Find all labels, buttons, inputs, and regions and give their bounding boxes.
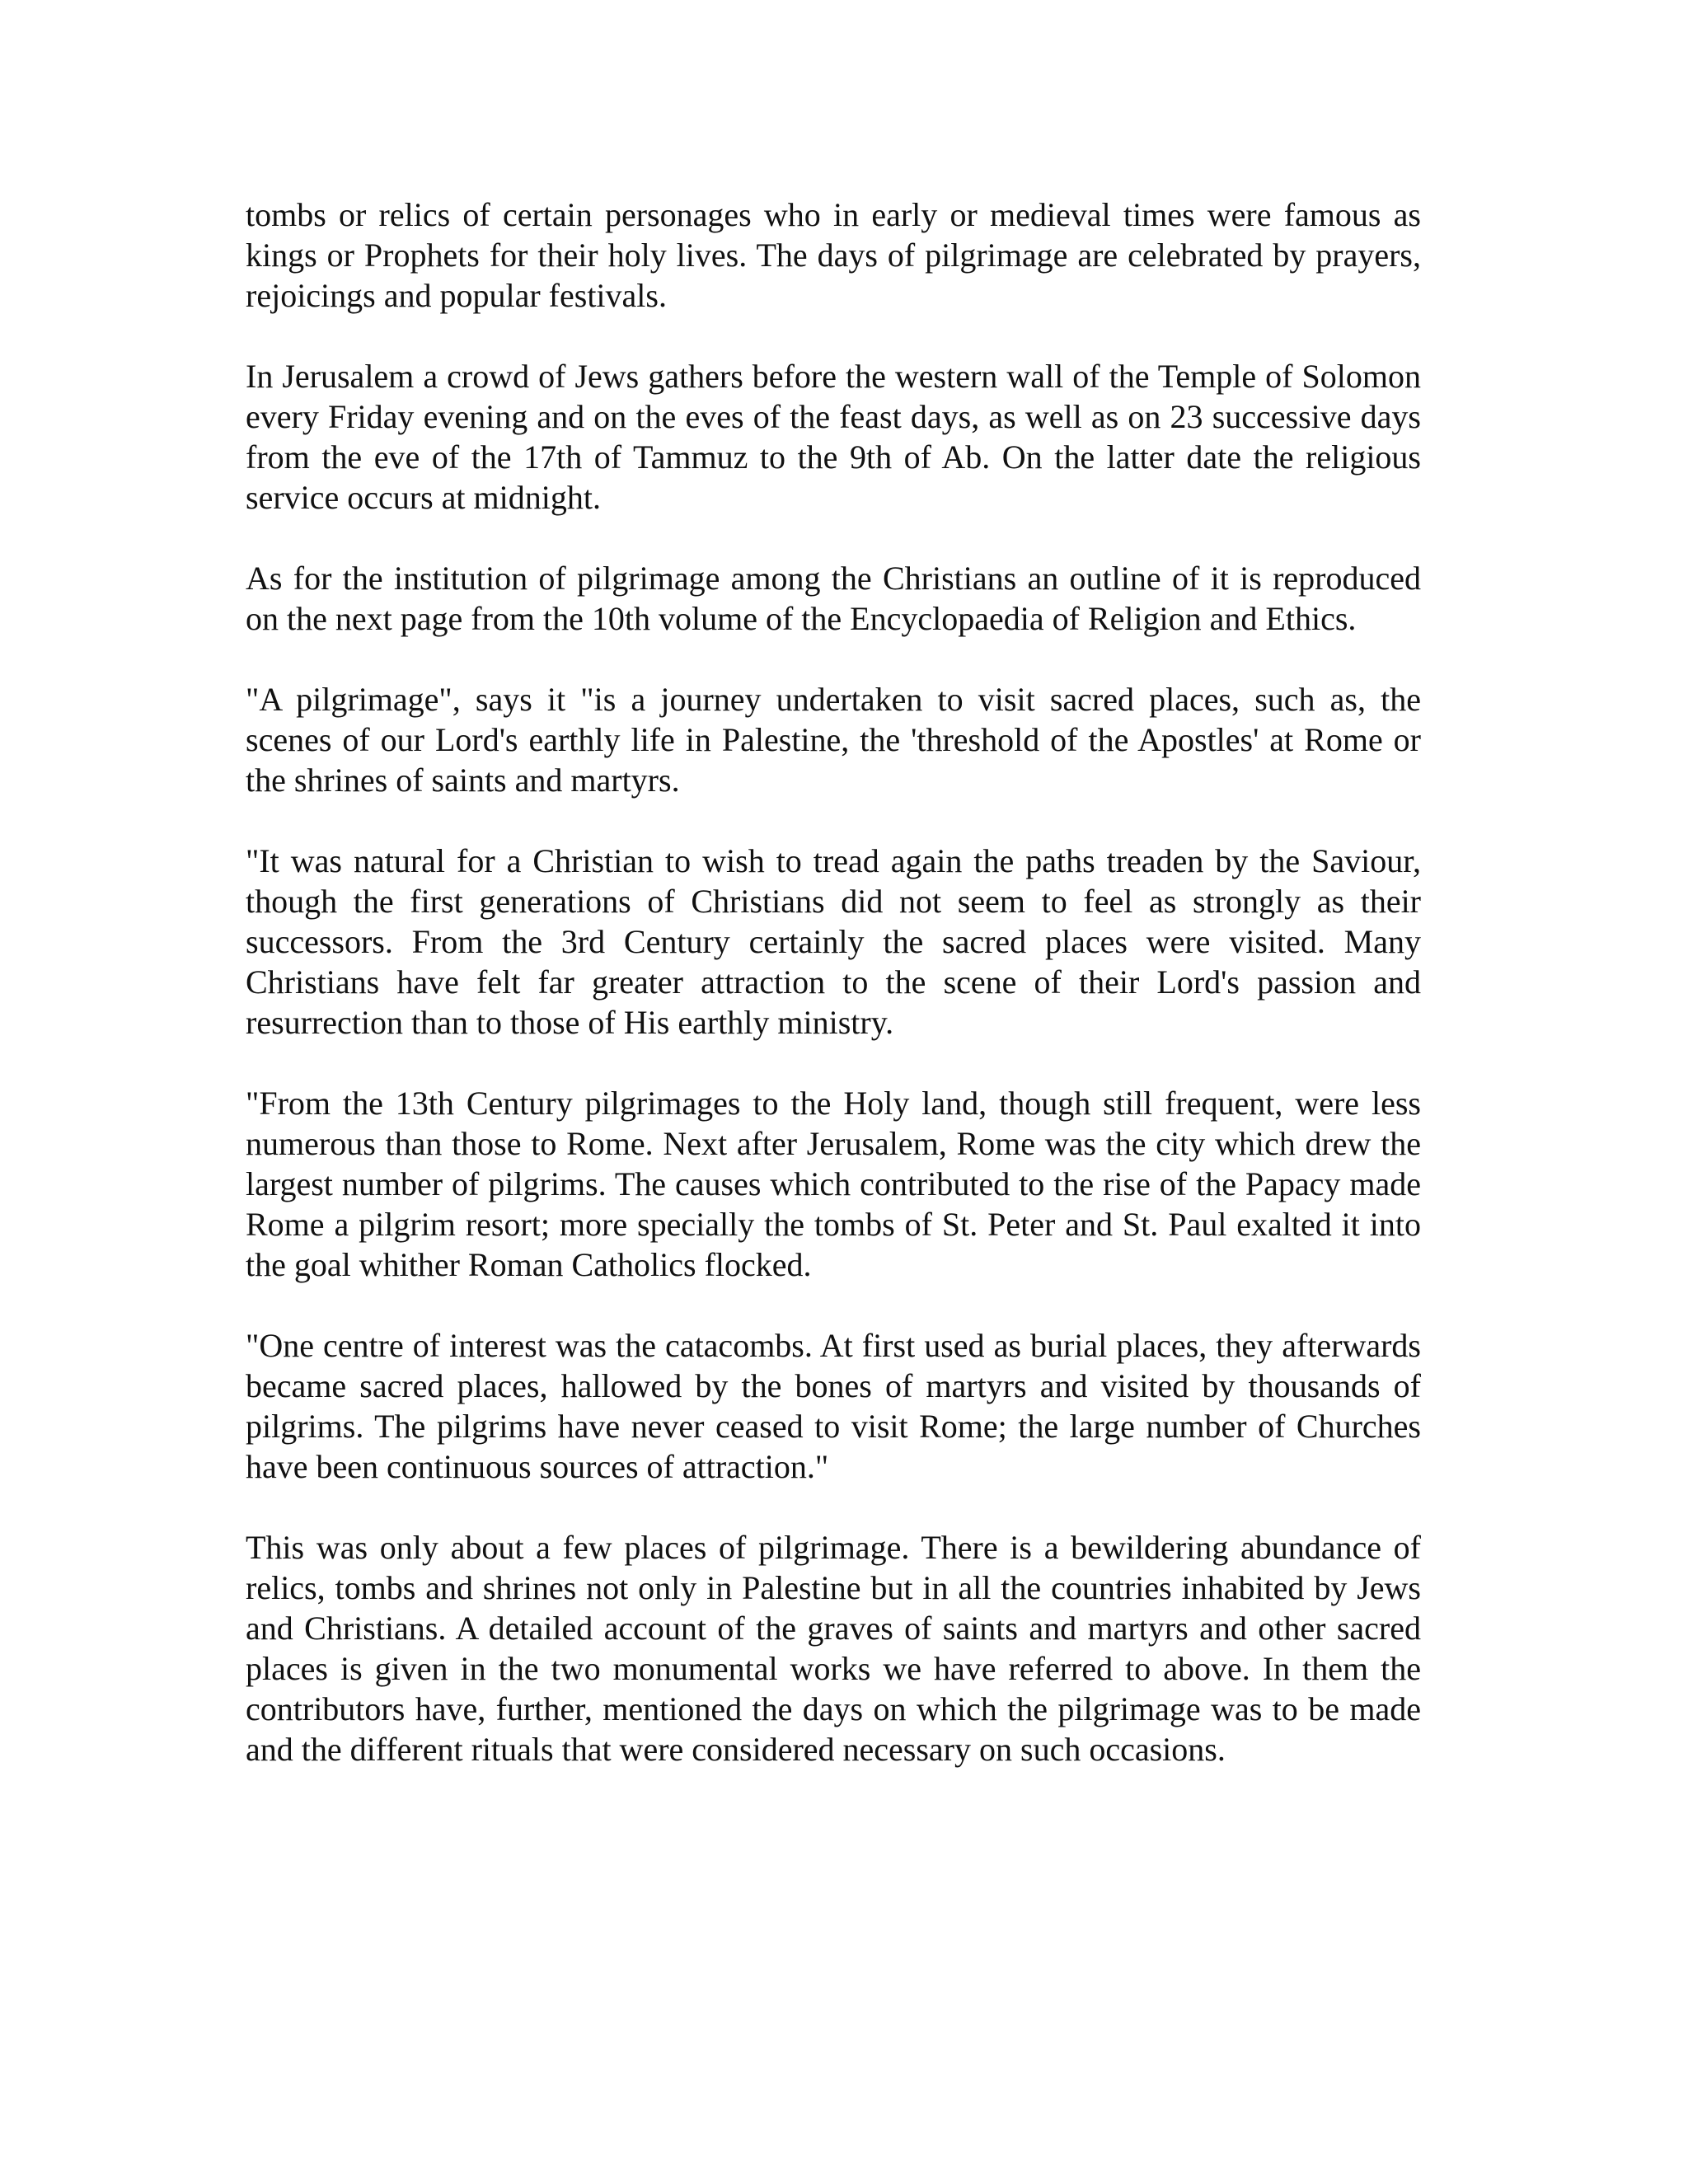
- paragraph-5: "It was natural for a Christian to wish to tread again the paths treaden by the Saviour, though the first generations of Christians did not seem to feel as strongly as their successors. From the 3rd Century certainly the sacred places were visited. Many Christians have felt far greater attraction to the scene of their Lord's passion and resurrection than to those of His earthly ministry.: [246, 842, 1421, 1041]
- paragraph-4: "A pilgrimage", says it "is a journey undertaken to visit sacred places, such as, the scenes of our Lord's earthly life in Palestine, the 'threshold of the Apostles' at Rome or the shrines of saints and martyrs.: [246, 681, 1421, 799]
- paragraph-2: In Jerusalem a crowd of Jews gathers before the western wall of the Temple of Solomon every Friday evening and on the eves of the feast days, as well as on 23 successive days from the eve of the 17th of Tammuz to the 9th of Ab. On the latter date the religious service occurs at midnight.: [246, 358, 1421, 516]
- paragraph-1: tombs or relics of certain personages who in early or medieval times were famous as kings or Prophets for their holy lives. The days of pilgrimage are celebrated by prayers, rejoicings and popular festivals.: [246, 196, 1421, 314]
- paragraph-3: As for the institution of pilgrimage among the Christians an outline of it is reproduced on the next page from the 10th volume of the Encyclopaedia of Religion and Ethics.: [246, 560, 1421, 637]
- paragraph-7: "One centre of interest was the catacombs. At first used as burial places, they afterwards became sacred places, hallowed by the bones of martyrs and visited by thousands of pilgrims. The pilgrims have never ceased to visit Rome; the large number of Churches have been continuous sources of attraction.": [246, 1327, 1421, 1485]
- paragraph-6: "From the 13th Century pilgrimages to the Holy land, though still frequent, were less numerous than those to Rome. Next after Jerusalem, Rome was the city which drew the largest number of pilgrims. The causes which contributed to the rise of the Papacy made Rome a pilgrim resort; more specially the tombs of St. Peter and St. Paul exalted it into the goal whither Roman Catholics flocked.: [246, 1085, 1421, 1283]
- body-text: [246, 194, 1421, 1810]
- paragraph-8: This was only about a few places of pilgrimage. There is a bewildering abundance of relics, tombs and shrines not only in Palestine but in all the countries inhabited by Jews and Christians. A detailed account of the graves of saints and martyrs and other sacred places is given in the two monumental works we have referred to above. In them the contributors have, further, mentioned the days on which the pilgrimage was to be made and the different rituals that were considered necessary on such occasions.: [246, 1529, 1421, 1768]
